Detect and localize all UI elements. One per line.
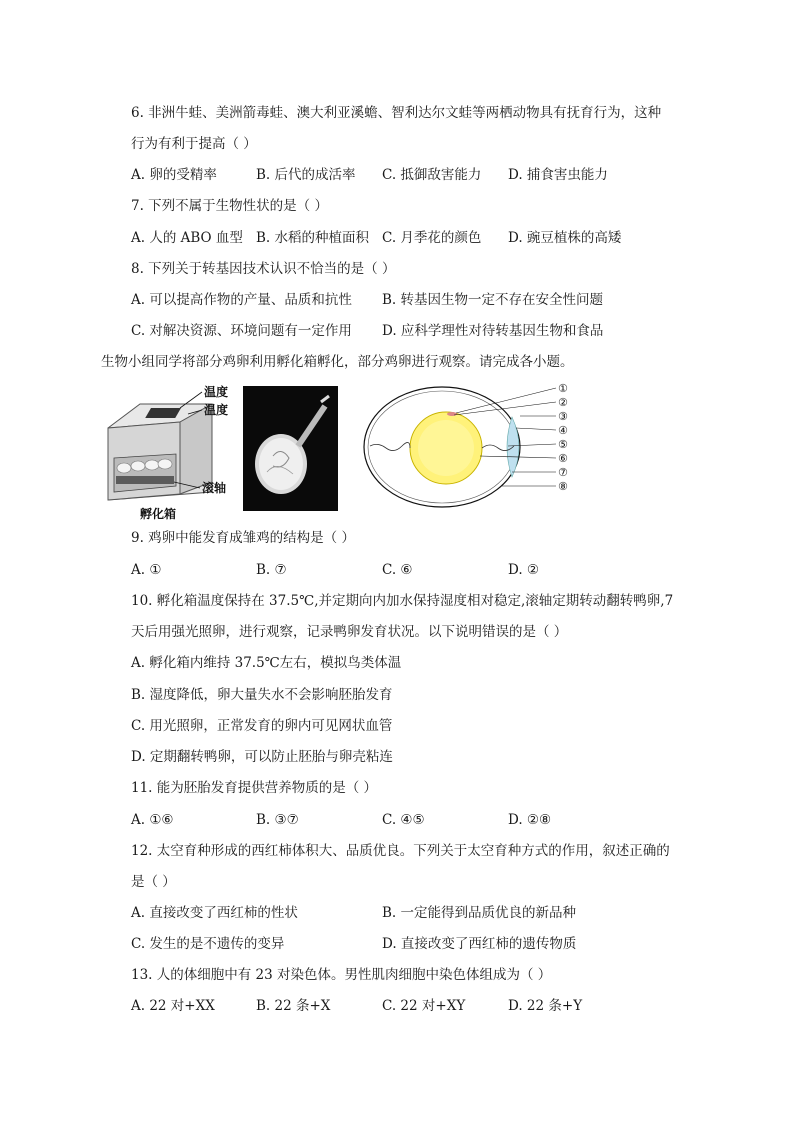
question-13-option-c: C. 22 对+XY <box>382 998 466 1014</box>
question-10-stem-line1: 10. 孵化箱温度保持在 37.5℃,并定期向内加水保持湿度相对稳定,滚轴定期转动翻转鸭卵,7 <box>131 593 674 609</box>
question-8-option-a: A. 可以提高作物的产量、品质和抗性 <box>131 292 352 308</box>
label-temperature-2: 温度 <box>204 403 229 417</box>
question-6-option-c: C. 抵御敌害能力 <box>382 167 482 183</box>
egg-structure-diagram <box>362 382 582 512</box>
question-10-stem-line2: 天后用强光照卵，进行观察，记录鸭卵发育状况。以下说明错误的是（ ） <box>131 624 568 640</box>
egg-label-8: ⑧ <box>558 480 568 493</box>
question-11-stem: 11. 能为胚胎发育提供营养物质的是（ ） <box>131 780 378 796</box>
egg-candling-photo <box>243 386 338 511</box>
question-6-stem-line1: 6. 非洲牛蛙、美洲箭毒蛙、澳大利亚溪蟾、智利达尔文蛙等两栖动物具有抚育行为，这种 <box>131 105 662 121</box>
label-roller: 滚轴 <box>202 481 227 495</box>
question-9-option-b: B. ⑦ <box>256 562 287 578</box>
question-13-option-d: D. 22 条+Y <box>508 998 583 1014</box>
question-6-option-a: A. 卵的受精率 <box>131 167 217 183</box>
question-6-stem-line2: 行为有利于提高（ ） <box>131 136 257 152</box>
egg-label-2: ② <box>558 396 568 409</box>
label-incubator: 孵化箱 <box>140 507 177 521</box>
label-temperature-1: 温度 <box>204 385 229 399</box>
egg-label-5: ⑤ <box>558 438 568 451</box>
group-intro-text: 生物小组同学将部分鸡卵利用孵化箱孵化，部分鸡卵进行观察。请完成各小题。 <box>101 354 574 370</box>
question-7-stem: 7. 下列不属于生物性状的是（ ） <box>131 198 328 214</box>
question-12-stem-line1: 12. 太空育种形成的西红柿体积大、品质优良。下列关于太空育种方式的作用，叙述正确的 <box>131 843 670 859</box>
question-10-option-b: B. 湿度降低，卵大量失水不会影响胚胎发育 <box>131 687 393 703</box>
question-12-stem-line2: 是（ ） <box>131 874 176 890</box>
question-7-option-b: B. 水稻的种植面积 <box>256 230 370 246</box>
question-13-stem: 13. 人的体细胞中有 23 对染色体。男性肌肉细胞中染色体组成为（ ） <box>131 967 552 983</box>
question-8-option-b: B. 转基因生物一定不存在安全性问题 <box>382 292 604 308</box>
question-9-option-d: D. ② <box>508 562 540 578</box>
question-12-option-c: C. 发生的是不遗传的变异 <box>131 936 285 952</box>
figure-area <box>100 382 700 522</box>
question-7-option-a: A. 人的 ABO 血型 <box>131 230 243 246</box>
egg-label-7: ⑦ <box>558 466 568 479</box>
question-13-option-a: A. 22 对+XX <box>131 998 215 1014</box>
question-6-option-b: B. 后代的成活率 <box>256 167 356 183</box>
question-12-option-a: A. 直接改变了西红柿的性状 <box>131 905 298 921</box>
question-9-stem: 9. 鸡卵中能发育成雏鸡的结构是（ ） <box>131 530 355 546</box>
question-12-option-d: D. 直接改变了西红柿的遗传物质 <box>382 936 577 952</box>
question-9-option-c: C. ⑥ <box>382 562 413 578</box>
question-10-option-d: D. 定期翻转鸭卵，可以防止胚胎与卵壳粘连 <box>131 749 393 765</box>
question-8-option-d: D. 应科学理性对待转基因生物和食品 <box>382 323 604 339</box>
egg-label-6: ⑥ <box>558 452 568 465</box>
question-11-option-c: C. ④⑤ <box>382 812 425 828</box>
egg-label-4: ④ <box>558 424 568 437</box>
egg-label-1: ① <box>558 382 568 395</box>
question-10-option-c: C. 用光照卵，正常发育的卵内可见网状血管 <box>131 718 393 734</box>
question-11-option-a: A. ①⑥ <box>131 812 174 828</box>
question-7-option-d: D. 豌豆植株的高矮 <box>508 230 622 246</box>
question-8-stem: 8. 下列关于转基因技术认识不恰当的是（ ） <box>131 261 396 277</box>
question-11-option-d: D. ②⑧ <box>508 812 552 828</box>
question-11-option-b: B. ③⑦ <box>256 812 299 828</box>
question-13-option-b: B. 22 条+X <box>256 998 331 1014</box>
question-7-option-c: C. 月季花的颜色 <box>382 230 482 246</box>
incubator-illustration <box>100 382 240 522</box>
question-9-option-a: A. ① <box>131 562 162 578</box>
egg-label-3: ③ <box>558 410 568 423</box>
question-10-option-a: A. 孵化箱内维持 37.5℃左右，模拟鸟类体温 <box>131 655 402 671</box>
question-8-option-c: C. 对解决资源、环境问题有一定作用 <box>131 323 352 339</box>
question-6-option-d: D. 捕食害虫能力 <box>508 167 608 183</box>
question-12-option-b: B. 一定能得到品质优良的新品种 <box>382 905 577 921</box>
